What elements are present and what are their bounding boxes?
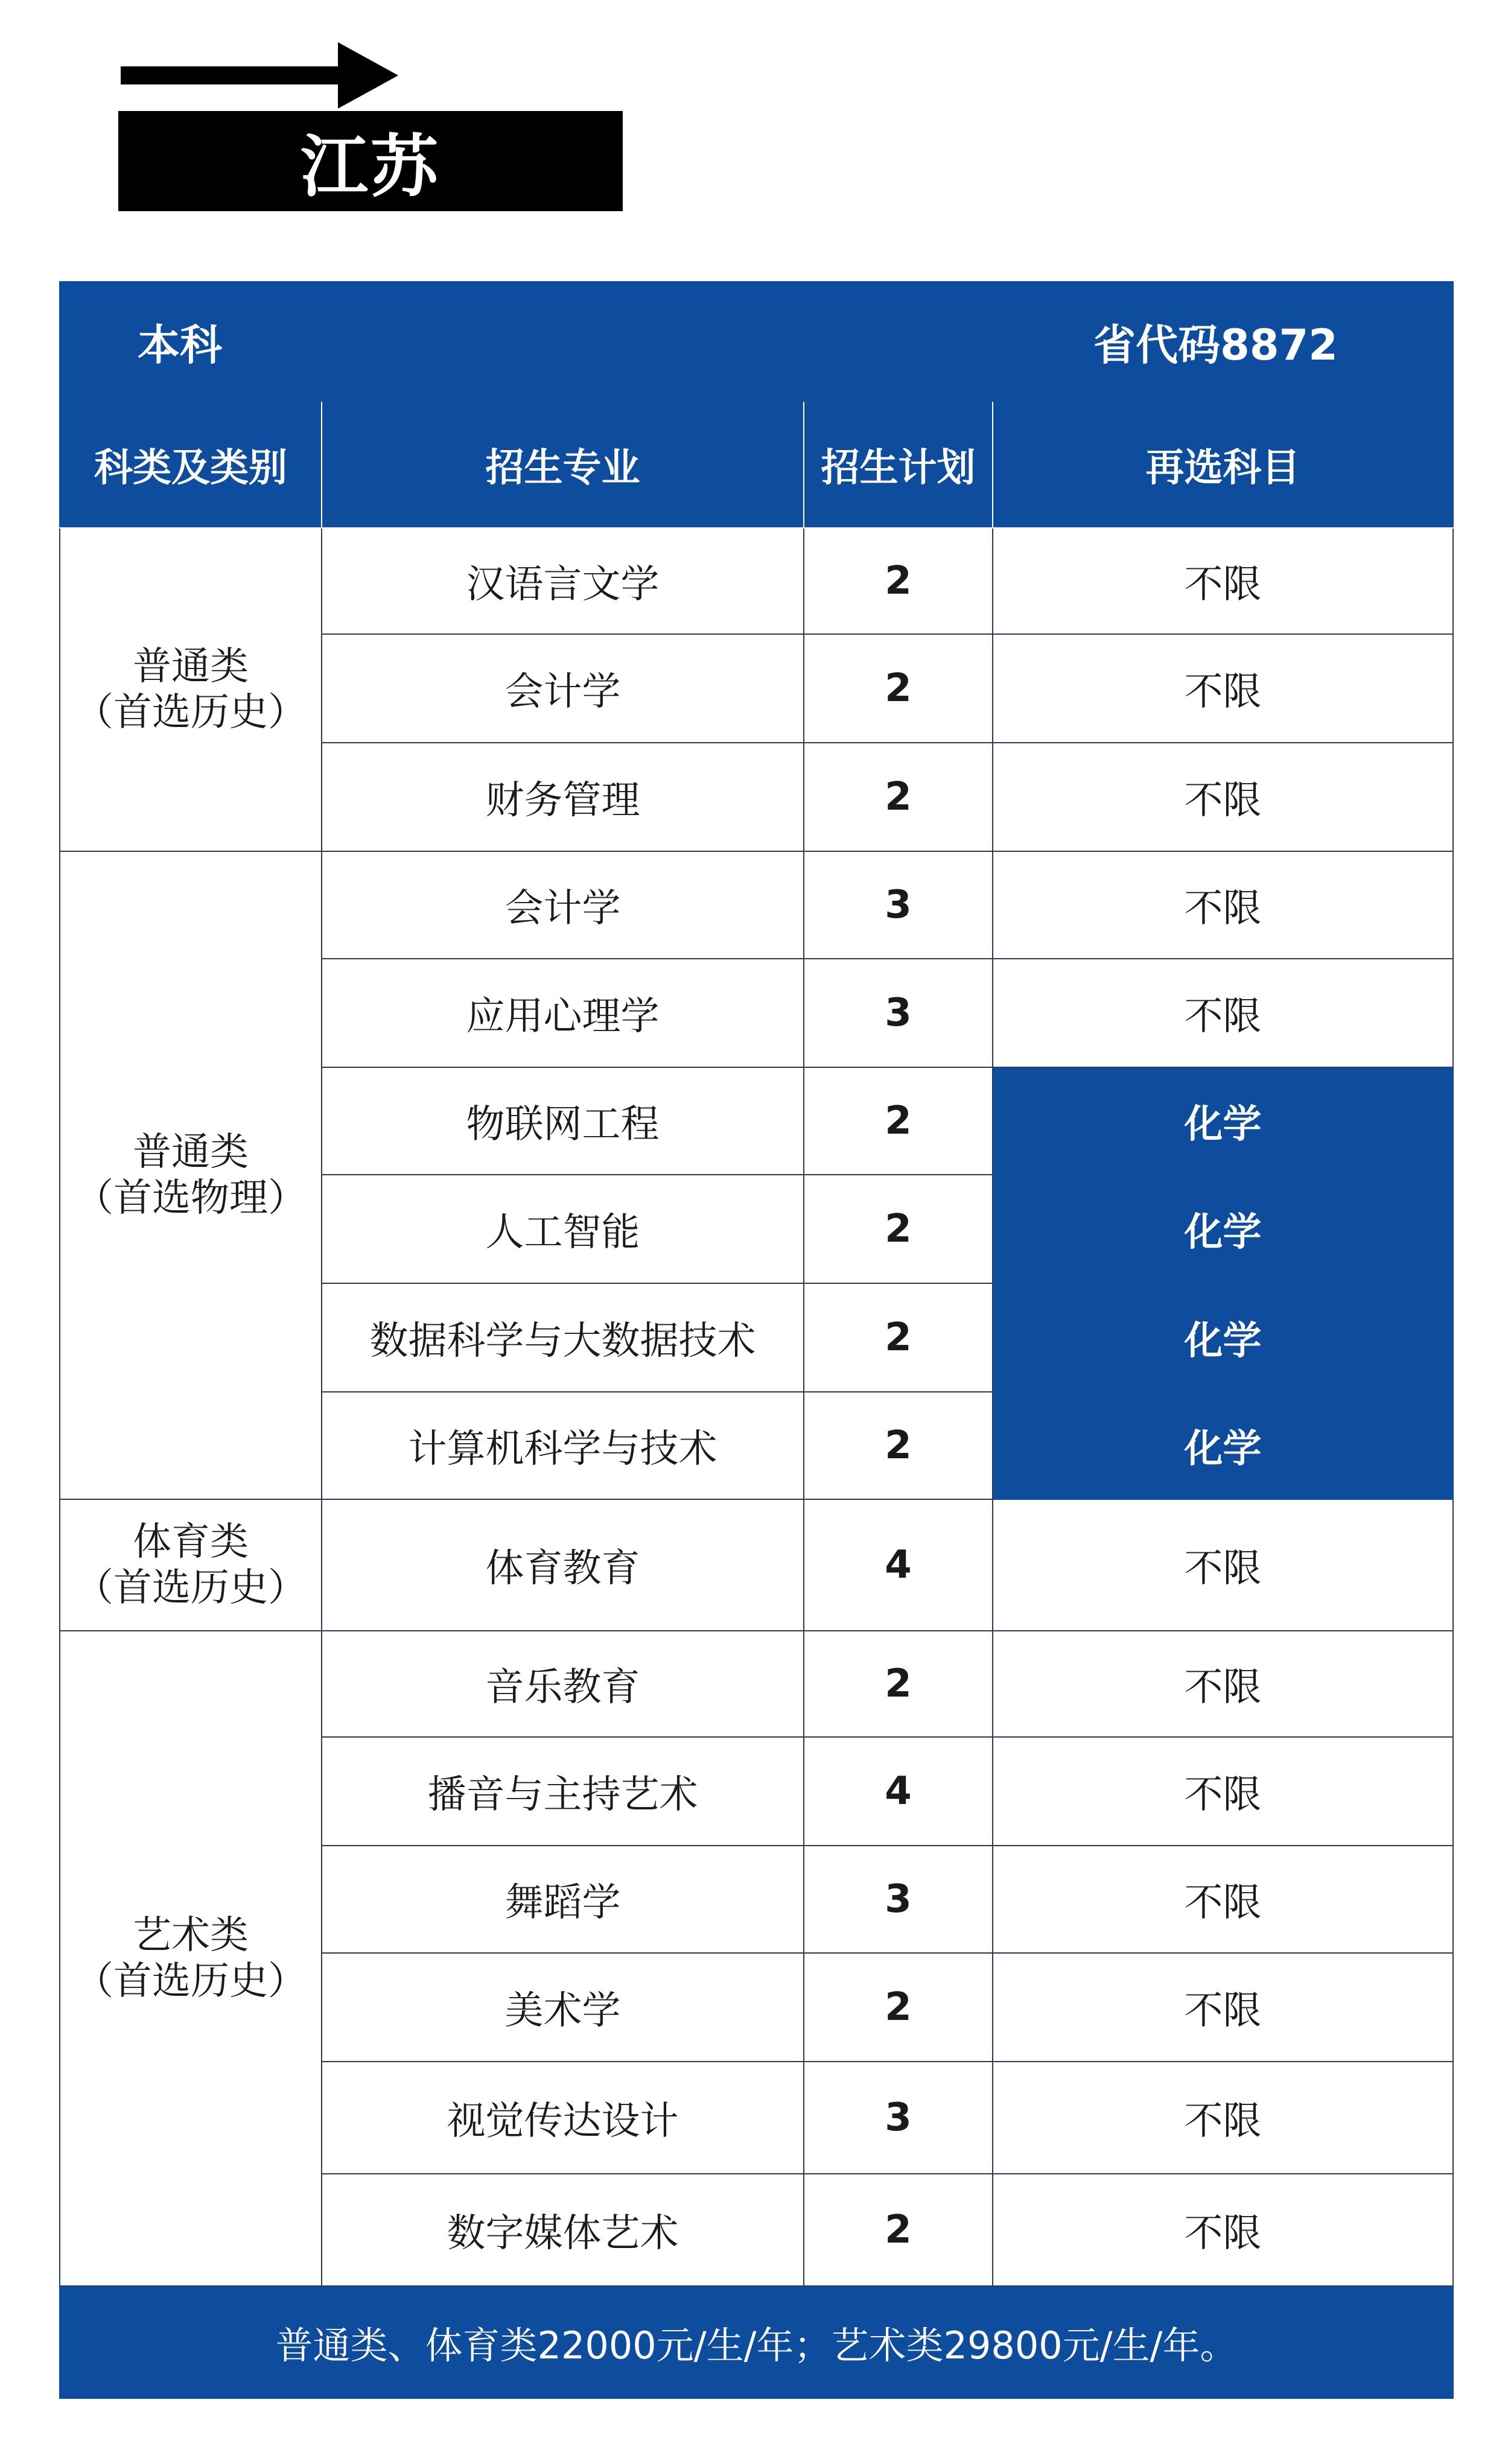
subject-cell: 不限 [993,1737,1453,1846]
table-row [60,851,1453,959]
plan-cell: 2 [804,1953,993,2062]
column-header: 招生计划 [804,401,993,528]
subject-cell: 化学 [993,1283,1453,1392]
major-cell: 音乐教育 [322,1631,804,1737]
major-cell: 计算机科学与技术 [322,1392,804,1499]
table-row [60,1631,1453,1737]
major-cell: 会计学 [322,851,804,959]
table-banner [60,282,1453,401]
region-title: 江苏 [118,111,623,211]
subject-cell: 不限 [993,1499,1453,1631]
category-label: 体育类 [133,1520,249,1564]
table-row [60,1499,1453,1631]
plan-cell: 2 [804,1392,993,1499]
major-cell: 会计学 [322,634,804,743]
category-label: 普通类 [133,644,249,689]
major-cell: 数据科学与大数据技术 [322,1283,804,1392]
subject-cell: 不限 [993,2062,1453,2174]
province-code: 省代码8872 [993,282,1453,401]
category-sub-label: （首选物理） [75,1176,307,1221]
column-header: 科类及类别 [60,401,322,528]
category-cell [60,851,322,1499]
plan-cell: 2 [804,1283,993,1392]
major-cell: 汉语言文学 [322,528,804,634]
major-cell: 人工智能 [322,1175,804,1283]
subject-cell: 不限 [993,2174,1453,2286]
plan-cell: 4 [804,1499,993,1631]
major-cell: 舞蹈学 [322,1846,804,1953]
major-cell: 视觉传达设计 [322,2062,804,2174]
plan-cell: 2 [804,2174,993,2286]
subject-cell: 化学 [993,1067,1453,1175]
category-sub-label: （首选历史） [75,1566,307,1610]
plan-cell: 3 [804,2062,993,2174]
subject-cell: 不限 [993,1631,1453,1737]
subject-cell: 不限 [993,1846,1453,1953]
subject-cell: 不限 [993,634,1453,743]
plan-cell: 2 [804,528,993,634]
subject-cell: 化学 [993,1175,1453,1283]
category-label: 艺术类 [133,1913,249,1958]
major-cell: 物联网工程 [322,1067,804,1175]
category-sub-label: （首选历史） [75,1959,307,2004]
plan-cell: 2 [804,1175,993,1283]
category-sub-label: （首选历史） [75,690,307,735]
subject-cell: 不限 [993,528,1453,634]
plan-cell: 2 [804,1067,993,1175]
column-header: 再选科目 [993,401,1453,528]
admission-plan-table [59,281,1454,2399]
subject-cell: 不限 [993,743,1453,851]
subject-cell: 不限 [993,959,1453,1067]
category-cell [60,528,322,851]
plan-cell: 3 [804,1846,993,1953]
right-arrow-icon [121,42,398,109]
plan-cell: 4 [804,1737,993,1846]
subject-cell: 不限 [993,1953,1453,2062]
column-header: 招生专业 [322,401,804,528]
subject-cell: 不限 [993,851,1453,959]
fee-note: 普通类、体育类22000元/生/年；艺术类29800元/生/年。 [60,2286,1453,2398]
plan-cell: 3 [804,959,993,1067]
category-label: 普通类 [133,1130,249,1175]
category-cell [60,1499,322,1631]
fee-footer [60,2286,1453,2398]
table-row [60,528,1453,634]
category-cell [60,1631,322,2286]
plan-cell: 3 [804,851,993,959]
plan-cell: 2 [804,634,993,743]
major-cell: 体育教育 [322,1499,804,1631]
level-label: 本科 [60,282,993,401]
plan-cell: 2 [804,743,993,851]
table-header [60,401,1453,528]
subject-cell: 化学 [993,1392,1453,1499]
major-cell: 数字媒体艺术 [322,2174,804,2286]
plan-cell: 2 [804,1631,993,1737]
major-cell: 应用心理学 [322,959,804,1067]
major-cell: 美术学 [322,1953,804,2062]
major-cell: 播音与主持艺术 [322,1737,804,1846]
major-cell: 财务管理 [322,743,804,851]
